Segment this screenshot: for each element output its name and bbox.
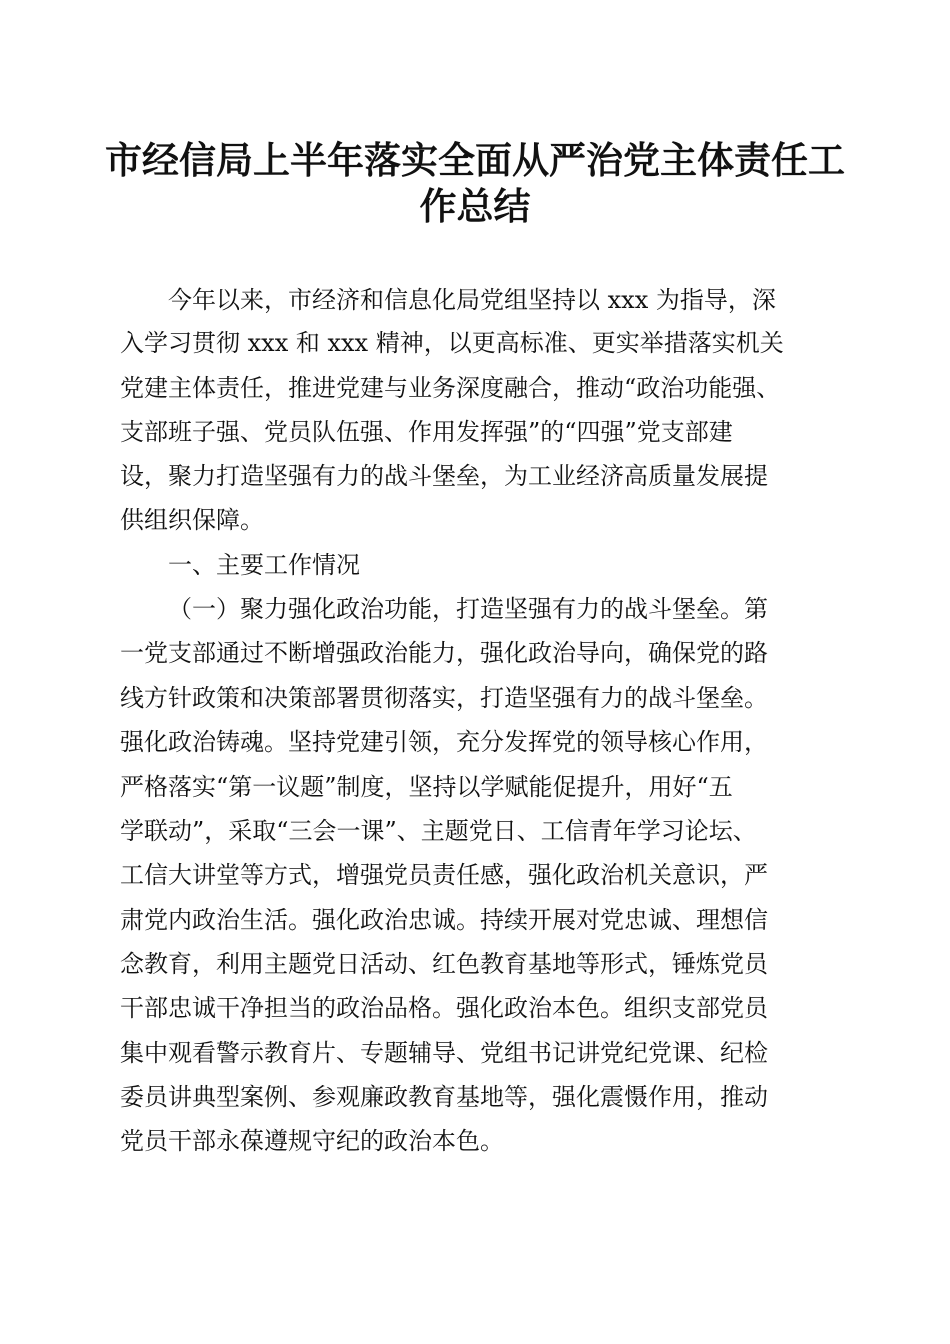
paragraph-2-line: 肃党内政治生活。强化政治忠诚。持续开展对党忠诚、理想信: [120, 906, 768, 934]
paragraph-2-line: 线方针政策和决策部署贯彻落实，打造坚强有力的战斗堡垒。: [120, 684, 768, 712]
paragraph-2-line: 学联动”，采取“三会一课”、主题党日、工信青年学习论坛、: [120, 817, 757, 845]
paragraph-1-line: 今年以来，市经济和信息化局党组坚持以 xxx 为指导，深: [168, 286, 776, 314]
paragraph-2-line: 集中观看警示教育片、专题辅导、党组书记讲党纪党课、纪检: [120, 1039, 768, 1067]
paragraph-2-line: 委员讲典型案例、参观廉政教育基地等，强化震慑作用，推动: [120, 1083, 768, 1111]
paragraph-1-line: 入学习贯彻 xxx 和 xxx 精神，以更高标准、更实举措落实机关: [120, 329, 784, 357]
paragraph-2-line: 党员干部永葆遵规守纪的政治本色。: [120, 1127, 504, 1155]
paragraph-2-line: 干部忠诚干净担当的政治品格。强化政治本色。组织支部党员: [120, 994, 768, 1022]
paragraph-2-line: 工信大讲堂等方式，增强党员责任感，强化政治机关意识，严: [120, 861, 768, 889]
paragraph-2-line: 一党支部通过不断增强政治能力，强化政治导向，确保党的路: [120, 639, 768, 667]
paragraph-2-line: 强化政治铸魂。坚持党建引领，充分发挥党的领导核心作用，: [120, 728, 768, 756]
paragraph-2-line: 严格落实“第一议题”制度，坚持以学赋能促提升，用好“五: [120, 773, 733, 801]
document-title-line-2: 作总结: [419, 184, 531, 228]
document-title-line-1: 市经信局上半年落实全面从严治党主体责任工: [105, 138, 845, 182]
paragraph-1-line: 支部班子强、党员队伍强、作用发挥强”的“四强”党支部建: [120, 418, 733, 446]
paragraph-2-line: 念教育，利用主题党日活动、红色教育基地等形式，锤炼党员: [120, 950, 768, 978]
paragraph-1-line: 党建主体责任，推进党建与业务深度融合，推动“政治功能强、: [120, 374, 781, 402]
section-heading: 一、主要工作情况: [168, 551, 360, 579]
paragraph-1-line: 供组织保障。: [120, 506, 264, 534]
paragraph-1-line: 设，聚力打造坚强有力的战斗堡垒，为工业经济高质量发展提: [120, 462, 768, 490]
paragraph-2-line: （一）聚力强化政治功能，打造坚强有力的战斗堡垒。第: [168, 595, 768, 623]
